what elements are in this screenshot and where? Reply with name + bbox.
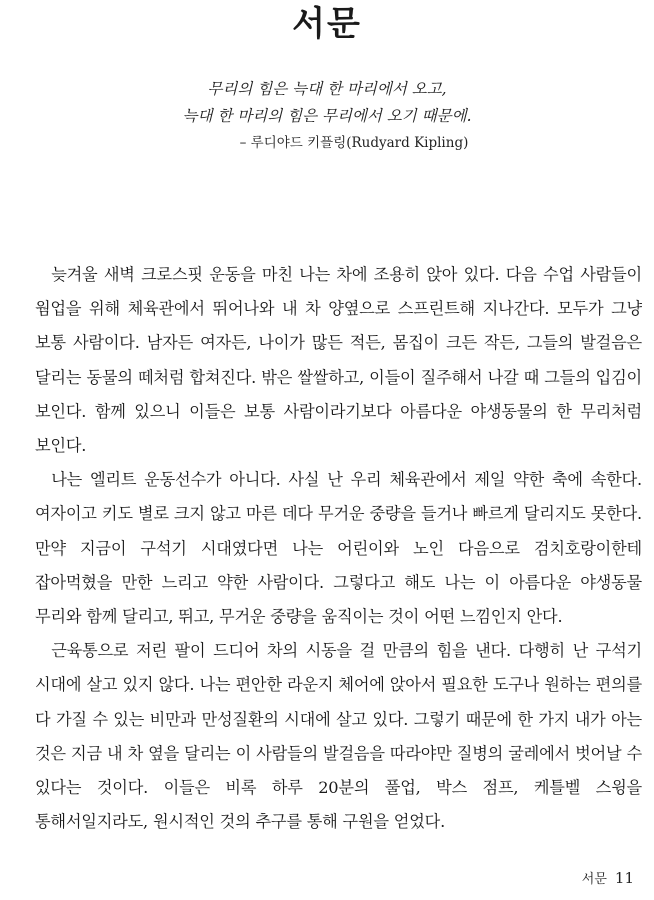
epigraph (0, 76, 654, 156)
epigraph-line-2: 늑대 한 마리의 힘은 무리에서 오기 때문에. (182, 107, 472, 125)
paragraph-2: 나는 엘리트 운동선수가 아니다. 사실 난 우리 체육관에서 제일 약한 축에 속한다. 여자이고 키도 별로 크지 않고 마른 데다 무거운 중량을 들거나 빠르게 달리지도 못한다. 만약 지금이 구석기 시대였다면 나는 어린이와 노인 다음으로 검치호랑이한테 잡아먹혔을 만한 느리고 약한 사람이다. 그렇다고 해도 나는 이 아름다운 야생동물 무리와 함께 달리고, 뛰고, 무거운 중량을 움직이는 것이 어떤 느낌인지 안다. (35, 470, 642, 627)
body-text (35, 258, 642, 839)
epigraph-attribution: – 루디야드 키플링(Rudyard Kipling) (239, 135, 469, 151)
page-number: 11 (614, 869, 634, 887)
paragraph-3: 근육통으로 저린 팔이 드디어 차의 시동을 걸 만큼의 힘을 낸다. 다행히 난 구석기 시대에 살고 있지 않다. 나는 편안한 라운지 체어에 앉아서 필요한 도구나 원하는 편의를 다 가질 수 있는 비만과 만성질환의 시대에 살고 있다. 그렇기 때문에 한 가지 내가 아는 것은 지금 내 차 옆을 달리는 이 사람들의 발걸음을 따라야만 질병의 굴레에서 벗어날 수 있다는 것이다. 이들은 비록 하루 20분의 풀업, 박스 점프, 케틀벨 스윙을 통해서일지라도, 원시적인 것의 추구를 통해 구원을 얻었다. (35, 641, 642, 832)
running-footer-section: 서문 (581, 872, 607, 887)
epigraph-line-1: 무리의 힘은 늑대 한 마리에서 오고, (207, 80, 447, 98)
page-title: 서문 (292, 4, 362, 44)
paragraph-1: 늦겨울 새벽 크로스핏 운동을 마친 나는 차에 조용히 앉아 있다. 다음 수업 사람들이 웜업을 위해 체육관에서 뛰어나와 내 차 양옆으로 스프린트해 지나간다. 모두가 그냥 보통 사람이다. 남자든 여자든, 나이가 많든 적든, 몸집이 크든 작든, 그들의 발걸음은 달리는 동물의 떼처럼 합쳐진다. 밖은 쌀쌀하고, 이들이 질주해서 나갈 때 그들의 입김이 보인다. 함께 있으니 이들은 보통 사람이라기보다 아름다운 야생동물의 한 무리처럼 보인다. (35, 265, 642, 456)
page-footer (582, 868, 634, 887)
